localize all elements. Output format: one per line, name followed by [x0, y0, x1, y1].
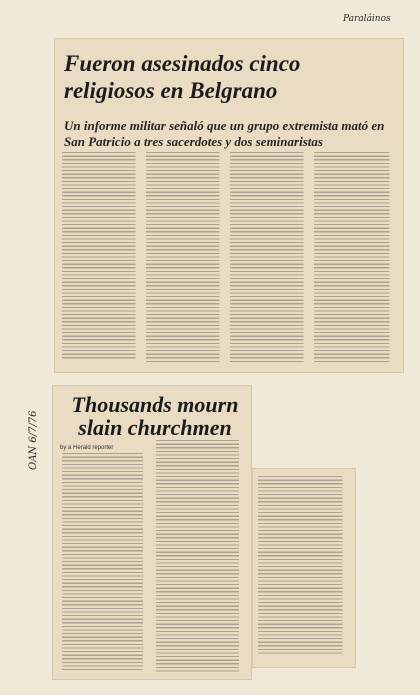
- article-body-column: [314, 152, 396, 362]
- article-body-column: [62, 453, 150, 671]
- article-body-column: [258, 476, 350, 656]
- spanish-headline: Fueron asesinados cinco religiosos en Belgrano: [64, 51, 301, 103]
- article-body-column: [62, 152, 142, 360]
- handwritten-side-note: OAN 6/7/76: [28, 410, 39, 470]
- english-headline: Thousands mourn slain churchmen: [71, 392, 239, 440]
- spanish-subheadline: Un informe militar señaló que un grupo extremista mató en San Patricio a tres sacerdotes y dos seminaristas: [64, 118, 385, 149]
- handwritten-note: Paraláinos: [343, 14, 391, 24]
- article-body-column: [146, 152, 226, 362]
- article-body-column: [156, 440, 246, 672]
- article-body-column: [230, 152, 310, 362]
- english-byline: by a Herald reporter: [60, 445, 114, 451]
